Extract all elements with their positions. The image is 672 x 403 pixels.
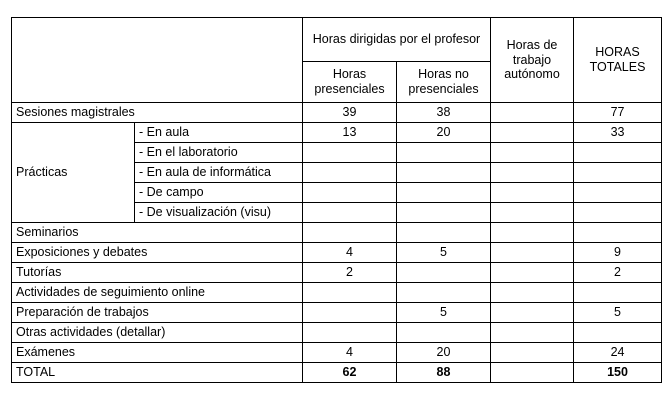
cell-autonomo [491, 103, 574, 123]
cell-no-presenciales [397, 283, 491, 303]
row-label: Otras actividades (detallar) [12, 323, 303, 343]
cell-total [574, 163, 662, 183]
header-autonomo: Horas de trabajo autónomo [491, 18, 574, 103]
cell-autonomo [491, 283, 574, 303]
cell-no-presenciales [397, 223, 491, 243]
cell-total [574, 143, 662, 163]
row-label: Exámenes [12, 343, 303, 363]
cell-presenciales [303, 183, 397, 203]
cell-no-presenciales [397, 203, 491, 223]
hours-table [11, 17, 662, 383]
cell-total [574, 203, 662, 223]
cell-autonomo [491, 243, 574, 263]
row-label: Preparación de trabajos [12, 303, 303, 323]
table-row [12, 283, 662, 303]
table-row [12, 263, 662, 283]
row-label: - En aula [135, 123, 303, 143]
cell-presenciales: 62 [303, 363, 397, 383]
table-row [12, 303, 662, 323]
cell-no-presenciales [397, 163, 491, 183]
table-row [12, 103, 662, 123]
row-label: - De campo [135, 183, 303, 203]
row-label: Exposiciones y debates [12, 243, 303, 263]
header-presenciales: Horas presenciales [303, 62, 397, 103]
cell-presenciales: 4 [303, 343, 397, 363]
row-label: - De visualización (visu) [135, 203, 303, 223]
cell-presenciales [303, 163, 397, 183]
practicas-label: Prácticas [12, 123, 135, 223]
cell-total [574, 323, 662, 343]
table-row [12, 223, 662, 243]
cell-no-presenciales [397, 263, 491, 283]
cell-presenciales [303, 143, 397, 163]
cell-presenciales [303, 203, 397, 223]
cell-total: 150 [574, 363, 662, 383]
cell-total: 2 [574, 263, 662, 283]
cell-no-presenciales: 38 [397, 103, 491, 123]
table-row [12, 323, 662, 343]
cell-presenciales [303, 303, 397, 323]
row-label: Tutorías [12, 263, 303, 283]
row-label: Actividades de seguimiento online [12, 283, 303, 303]
header-empty-cell [12, 18, 303, 103]
table-row [12, 243, 662, 263]
header-totales: HORAS TOTALES [574, 18, 662, 103]
row-label: TOTAL [12, 363, 303, 383]
cell-autonomo [491, 123, 574, 143]
cell-no-presenciales: 88 [397, 363, 491, 383]
cell-total: 33 [574, 123, 662, 143]
table-row [12, 343, 662, 363]
cell-presenciales: 39 [303, 103, 397, 123]
cell-autonomo [491, 323, 574, 343]
cell-presenciales: 4 [303, 243, 397, 263]
cell-total [574, 183, 662, 203]
cell-presenciales [303, 323, 397, 343]
cell-autonomo [491, 303, 574, 323]
row-label: - En aula de informática [135, 163, 303, 183]
row-label: Seminarios [12, 223, 303, 243]
cell-total [574, 223, 662, 243]
cell-no-presenciales: 20 [397, 343, 491, 363]
header-no-presenciales: Horas no presenciales [397, 62, 491, 103]
total-row [12, 363, 662, 383]
cell-autonomo [491, 223, 574, 243]
cell-presenciales [303, 283, 397, 303]
cell-autonomo [491, 263, 574, 283]
cell-total: 5 [574, 303, 662, 323]
cell-autonomo [491, 203, 574, 223]
cell-no-presenciales [397, 143, 491, 163]
cell-presenciales: 13 [303, 123, 397, 143]
cell-total: 24 [574, 343, 662, 363]
header-dirigidas: Horas dirigidas por el profesor [303, 18, 491, 62]
cell-autonomo [491, 363, 574, 383]
cell-presenciales [303, 223, 397, 243]
cell-no-presenciales: 20 [397, 123, 491, 143]
cell-autonomo [491, 343, 574, 363]
cell-no-presenciales [397, 183, 491, 203]
row-label: Sesiones magistrales [12, 103, 303, 123]
header-row-1 [12, 18, 662, 62]
cell-autonomo [491, 163, 574, 183]
cell-no-presenciales [397, 323, 491, 343]
cell-total: 9 [574, 243, 662, 263]
table-row [12, 123, 662, 143]
cell-autonomo [491, 143, 574, 163]
cell-no-presenciales: 5 [397, 243, 491, 263]
cell-no-presenciales: 5 [397, 303, 491, 323]
row-label: - En el laboratorio [135, 143, 303, 163]
cell-total: 77 [574, 103, 662, 123]
cell-autonomo [491, 183, 574, 203]
cell-presenciales: 2 [303, 263, 397, 283]
cell-total [574, 283, 662, 303]
